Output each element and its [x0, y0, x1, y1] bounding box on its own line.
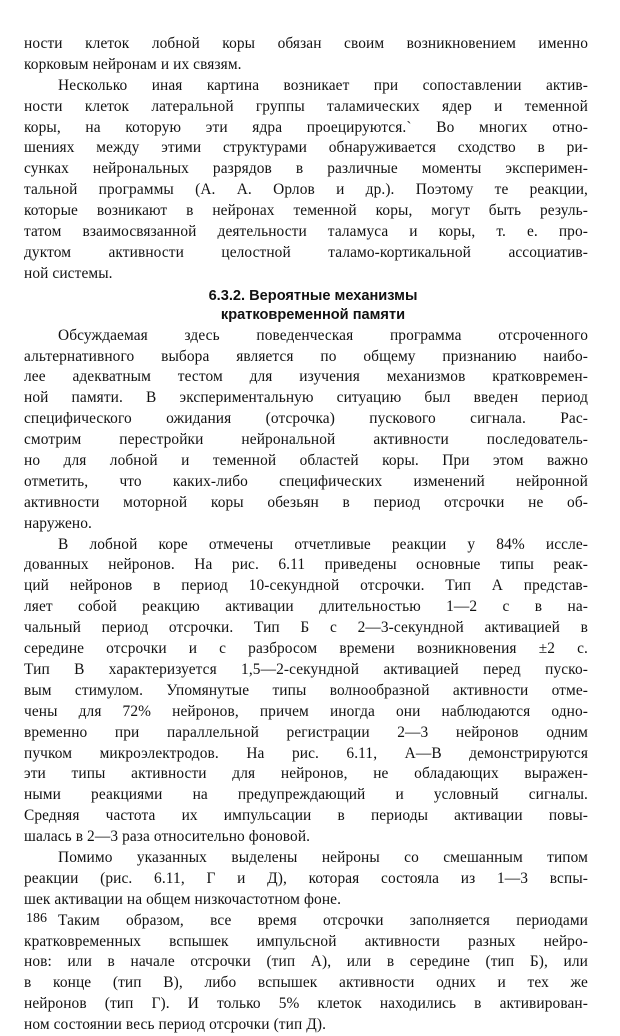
paragraph [24, 535, 588, 848]
text-line: ций нейронов в период 10-секундной отсрочки. Тип А представ- [24, 577, 588, 595]
text-line: активности моторной коры обезьян в период отсрочки не об- [24, 493, 588, 511]
text-line: нов: или в начале отсрочки (тип А), или в середине (тип Б), или [24, 953, 588, 971]
text-line: корковым нейронам и их связям. [24, 55, 242, 73]
text-line: ляет собой реакцию активации длительностью 1—2 с в на- [24, 598, 588, 616]
text-line: лее адекватным тестом для изучения механизмов кратковремен- [24, 368, 588, 386]
section-heading-line-1: 6.3.2. Вероятные механизмы [208, 287, 418, 304]
text-line: ности клеток лобной коры обязан своим возникновением именно [24, 35, 588, 52]
text-block-after-heading [24, 326, 588, 1036]
text-line: которые возникают в нейронах теменной коры, могут быть резуль- [24, 202, 588, 220]
text-line: В лобной коре отмечены отчетливые реакции у 84% иссле- [58, 535, 588, 553]
text-line: татом взаимосвязанной деятельности таламуса и коры, т. е. про- [24, 223, 588, 241]
text-line: Средняя частота их импульсации в периоды активации повы- [24, 807, 588, 825]
paragraph [24, 326, 588, 535]
text-line: шениях между этими структурами обнаруживается сходство в ри- [24, 139, 588, 157]
text-line: тальной программы (А. А. Орлов и др.). Поэтому те реакции, [24, 181, 588, 199]
text-line: в конце (тип В), либо вспышек активности одних и тех же [24, 974, 588, 992]
text-line: шек активации на общем низкочастотном фоне. [24, 890, 342, 908]
text-line: ной памяти. В экспериментальную ситуацию был введен период [24, 389, 588, 407]
text-block-before-heading [24, 34, 588, 285]
text-line: чены для 72% нейронов, причем иногда они наблюдаются одно- [24, 702, 588, 720]
page-body [24, 34, 588, 1036]
text-line: сунках нейрональных разрядов в различные моменты эксперимен- [24, 160, 588, 178]
text-line: Таким образом, все время отсрочки заполняется периодами [58, 911, 588, 929]
text-line: чальный период отсрочки. Тип Б с 2—3-секундной активацией в [24, 619, 588, 637]
text-line: наружено. [24, 514, 92, 532]
text-line: реакции (рис. 6.11, Г и Д), которая состояла из 1—3 вспы- [24, 869, 588, 887]
text-line: середине отсрочки и с разбросом времени возникновения ±2 с. [24, 640, 588, 658]
text-line: отметить, что каких-либо специфических изменений нейронной [24, 472, 588, 490]
paragraph [24, 34, 588, 76]
section-heading-line-2: кратковременной памяти [220, 307, 406, 324]
text-line: вым стимулом. Упомянутые типы волнообразной активности отме- [24, 681, 588, 699]
text-line: Помимо указанных выделены нейроны со смешанным типом [58, 848, 588, 866]
text-line: дуктом активности целостной таламо-кортикальной ассоциатив- [24, 243, 588, 261]
text-line: нейронов (тип Г). И только 5% клеток находились в активирован- [24, 995, 588, 1013]
text-line: пучком микроэлектродов. На рис. 6.11, А—В демонстрируются [24, 744, 588, 762]
text-line: альтернативного выбора является по общему признанию наибо- [24, 347, 588, 365]
page-number: 186 [26, 911, 47, 926]
text-line: коры, на которую эти ядра проецируются.` Во многих отно- [24, 118, 588, 136]
text-line: кратковременных вспышек импульсной активности разных нейро- [24, 932, 588, 950]
section-heading [24, 287, 588, 326]
text-line: Несколько иная картина возникает при сопоставлении актив- [58, 76, 588, 94]
text-line: Обсуждаемая здесь поведенческая программа отсроченного [58, 326, 588, 344]
paragraph [24, 911, 588, 1036]
text-line: временно при параллельной регистрации 2—3 нейронов одним [24, 723, 588, 741]
text-line: смотрим перестройки нейрональной активности последователь- [24, 431, 588, 449]
paragraph [24, 848, 588, 911]
paragraph [24, 76, 588, 285]
text-line: но для лобной и теменной областей коры. При этом важно [24, 452, 588, 470]
text-line: специфического ожидания (отсрочка) пускового сигнала. Рас- [24, 410, 588, 428]
text-line: шалась в 2—3 раза относительно фоновой. [24, 828, 311, 846]
text-line: Тип В характеризуется 1,5—2-секундной активацией перед пуско- [24, 660, 588, 678]
text-line: ной системы. [24, 264, 113, 282]
text-line: эти типы активности для нейронов, не обладающих выражен- [24, 765, 588, 783]
text-line: ном состоянии весь период отсрочки (тип Д). [24, 1016, 327, 1034]
text-line: дованных нейронов. На рис. 6.11 приведены основные типы реак- [24, 556, 588, 574]
text-line: ными реакциями на предупреждающий и условный сигналы. [24, 786, 588, 804]
text-line: ности клеток латеральной группы таламических ядер и теменной [24, 97, 588, 115]
